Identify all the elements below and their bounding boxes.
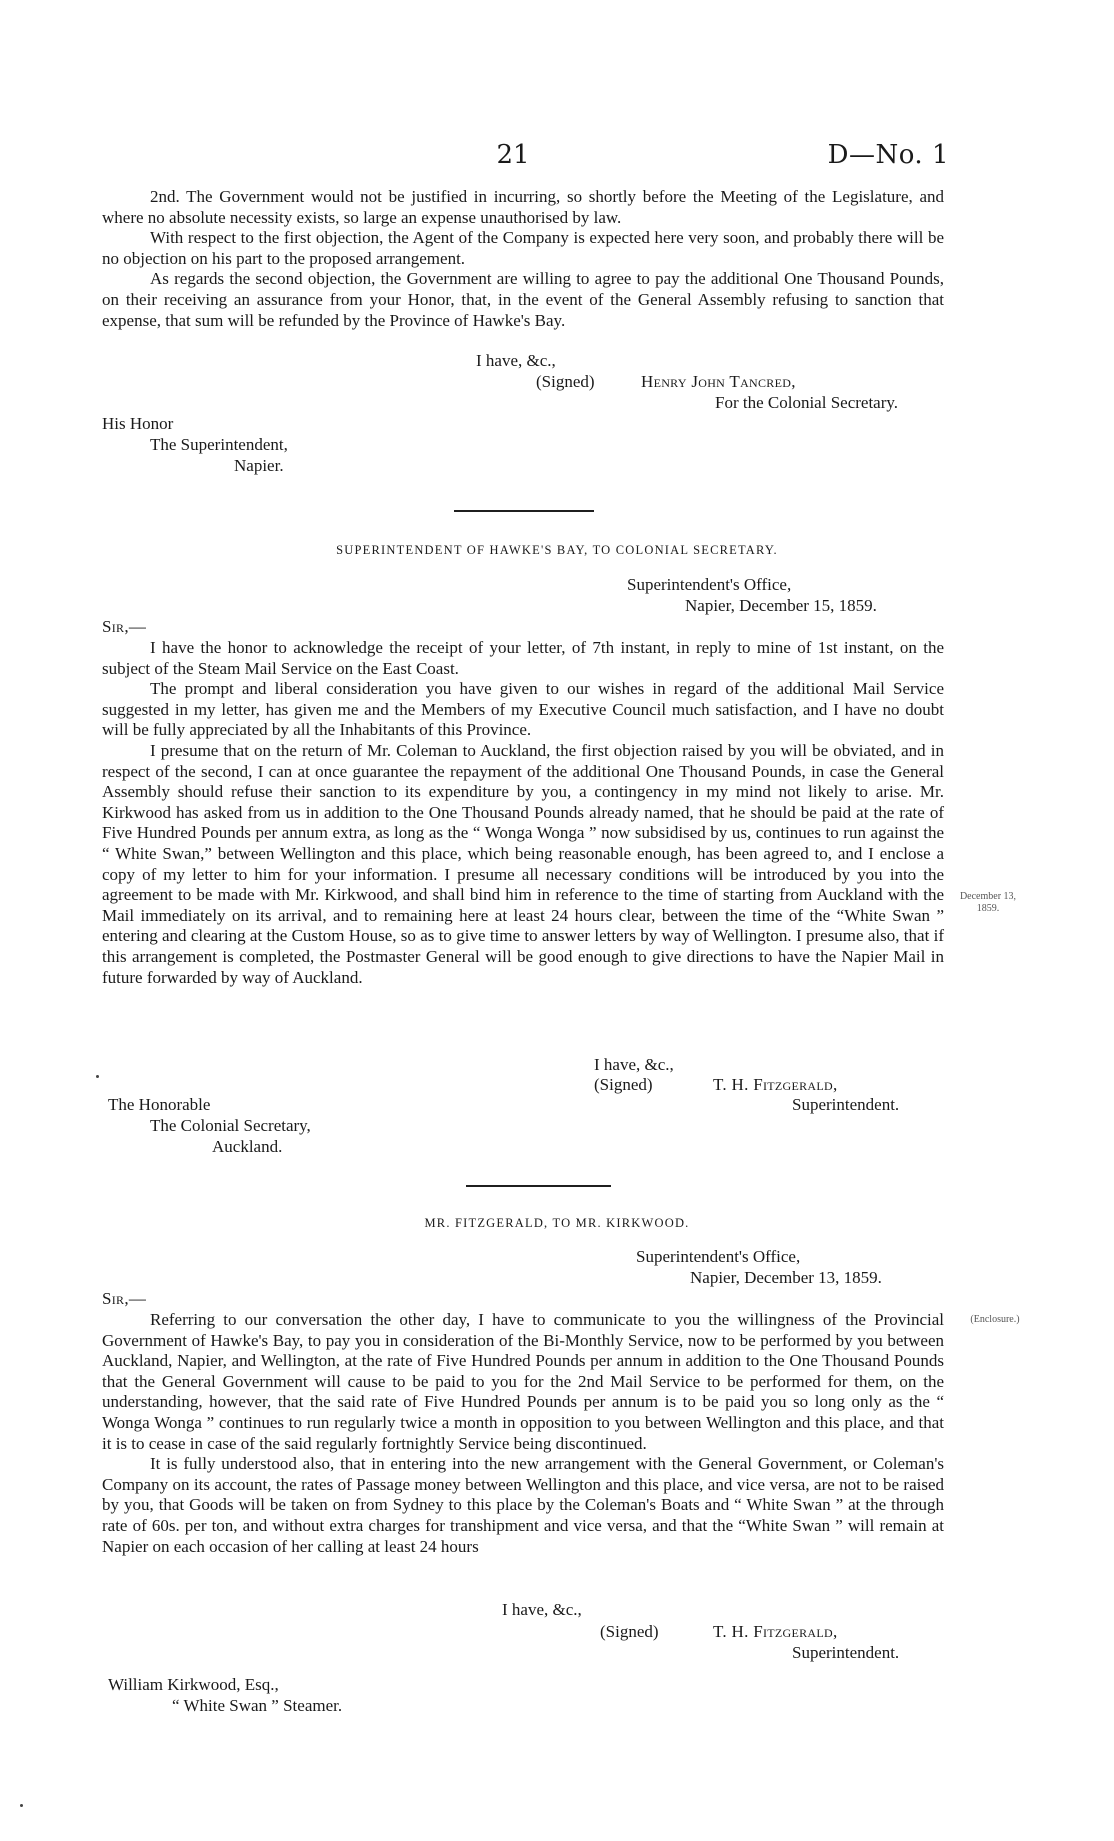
section-divider: [466, 1185, 611, 1187]
letter1-addressee-line: His Honor: [102, 414, 174, 433]
letter2-signer-title: Superintendent.: [792, 1095, 900, 1114]
letter1-paragraph: 2nd. The Government would not be justified in incurring, so shortly before the Meeting of the Legislature, and where no absolute necessity exists, so large an expense unauthorised by law.: [102, 187, 944, 227]
letter2-margin-note: [957, 891, 1019, 915]
letter2-paragraph: I presume that on the return of Mr. Coleman to Auckland, the first objection raised by you will be obviated, and in respect of the second, I can at once guarantee the repayment of the additional One Thousand Pounds, in case the General Assembly should refuse their sanction to its expenditure by you, a contingency in my mind not likely to arise. Mr. Kirkwood has asked from us in addition to the One Thousand Pounds already named, that he should be paid at the rate of Five Hundred Pounds per annum extra, as long as the “ Wonga Wonga ” now subsidised by us, continues to run against the “ White Swan,” between Wellington and this place, which being reasonable enough, has been agreed to, and I enclose a copy of my letter to him for your information. I presume all necessary conditions will be introduced by you into the agreement to be made with Mr. Kirkwood, and shall bind him in reference to the time of starting from Auckland with the Mail immediately on its arrival, and to remaining here at least 24 hours clear, between the time of the “White Swan ” entering and clearing at the Custom House, so as to give time to answer letters by way of Wellington. I presume also, that if this arrangement is completed, the Postmaster General will be good enough to give directions to have the Napier Mail in future forwarded by way of Auckland.: [102, 740, 944, 987]
letter3-signed-label: (Signed): [600, 1622, 659, 1641]
page-header: [0, 140, 1114, 170]
document-reference: D—No. 1: [827, 140, 949, 170]
letter3-addressee-line: William Kirkwood, Esq.,: [108, 1675, 279, 1694]
letter2-paragraph: The prompt and liberal consideration you have given to our wishes in regard of the additional Mail Service suggested in my letter, has given me and the Members of my Executive Council much satisfaction, and I have no doubt will be fully appreciated by all the Inhabitants of this Province.: [102, 679, 944, 740]
letter2-date: Napier, December 15, 1859.: [685, 596, 877, 615]
letter3-office: Superintendent's Office,: [636, 1247, 801, 1266]
letter2-title: SUPERINTENDENT OF HAWKE'S BAY, TO COLONIAL SECRETARY.: [336, 543, 778, 557]
section-divider: [454, 510, 594, 512]
letter3-signer-title: Superintendent.: [792, 1643, 900, 1662]
letter3-paragraph: It is fully understood also, that in entering into the new arrangement with the General Government, or Coleman's Company on its account, the rates of Passage money between Wellington and this place, and vice versa, are not to be raised by you, that Goods will be taken on from Sydney to this place by the Coleman's Boats and “ White Swan ” at the through rate of 60s. per ton, and without extra charges for transhipment and vice versa, and that the “White Swan ” will remain at Napier on each occasion of her calling at least 24 hours: [102, 1454, 944, 1556]
letter2-paragraph: I have the honor to acknowledge the receipt of your letter, of 7th instant, in reply to mine of 1st instant, on the subject of the Steam Mail Service on the East Coast.: [102, 638, 944, 678]
margin-note-line: December 13,: [959, 891, 1017, 902]
print-speck: [96, 1075, 99, 1078]
letter1-addressee-line: Napier.: [234, 456, 284, 475]
letter2-body: [102, 638, 944, 988]
letter1-addressee-line: The Superintendent,: [150, 435, 288, 454]
letter1-signer-title: For the Colonial Secretary.: [715, 393, 899, 412]
letter2-closing: I have, &c.,: [594, 1055, 674, 1074]
letter2-addressee-line: The Honorable: [108, 1095, 211, 1114]
print-speck: [20, 1804, 23, 1807]
letter2-addressee-line: The Colonial Secretary,: [150, 1116, 311, 1135]
letter1-paragraph: With respect to the first objection, the Agent of the Company is expected here very soon, and probably there will be no objection on his part to the proposed arrangement.: [102, 228, 944, 268]
letter3-addressee-line: “ White Swan ” Steamer.: [172, 1696, 343, 1715]
letter3-title: MR. FITZGERALD, TO MR. KIRKWOOD.: [424, 1216, 690, 1230]
letter1-paragraph: As regards the second objection, the Government are willing to agree to pay the additional One Thousand Pounds, on their receiving an assurance from your Honor, that, in the event of the General Assembly refusing to sanction that expense, that sum will be refunded by the Province of Hawke's Bay.: [102, 269, 944, 330]
letter1-closing: I have, &c.,: [476, 351, 556, 370]
letter1-body: [102, 187, 944, 331]
letter1-signed-label: (Signed): [536, 372, 595, 391]
letter3-paragraph: Referring to our conversation the other day, I have to communicate to you the willingness of the Provincial Government of Hawke's Bay, to pay you in consideration of the Bi-Monthly Service, now to be performed by you between Auckland, Napier, and Wellington, at the rate of Five Hundred Pounds per annum in addition to the One Thousand Pounds that the General Government will cause to be paid to you for the 2nd Mail Service to be performed for them, on the understanding, however, that the said rate of Five Hundred Pounds per annum is to be paid you so long only as the “ Wonga Wonga ” continues to run regularly twice a month in opposition to you between Wellington and this place, and that it is to cease in case of the said regularly fortnightly Service being discontinued.: [102, 1310, 944, 1453]
margin-note-line: 1859.: [976, 903, 1000, 914]
letter3-body: [102, 1310, 944, 1557]
letter1-signer-name: Henry John Tancred,: [641, 372, 796, 391]
page-number: 21: [496, 140, 530, 170]
letter2-signer-name: T. H. Fitzgerald,: [713, 1075, 838, 1094]
letter3-salutation: Sir,—: [102, 1289, 147, 1308]
letter3-closing: I have, &c.,: [502, 1600, 582, 1619]
letter2-addressee-line: Auckland.: [212, 1137, 283, 1156]
margin-note-line: (Enclosure.): [970, 1314, 1020, 1325]
letter3-signer-name: T. H. Fitzgerald,: [713, 1622, 838, 1641]
letter2-signed-label: (Signed): [594, 1075, 653, 1094]
letter2-salutation: Sir,—: [102, 617, 147, 636]
letter3-date: Napier, December 13, 1859.: [690, 1268, 882, 1287]
letter3-margin-note: [960, 1314, 1030, 1326]
letter2-office: Superintendent's Office,: [627, 575, 792, 594]
